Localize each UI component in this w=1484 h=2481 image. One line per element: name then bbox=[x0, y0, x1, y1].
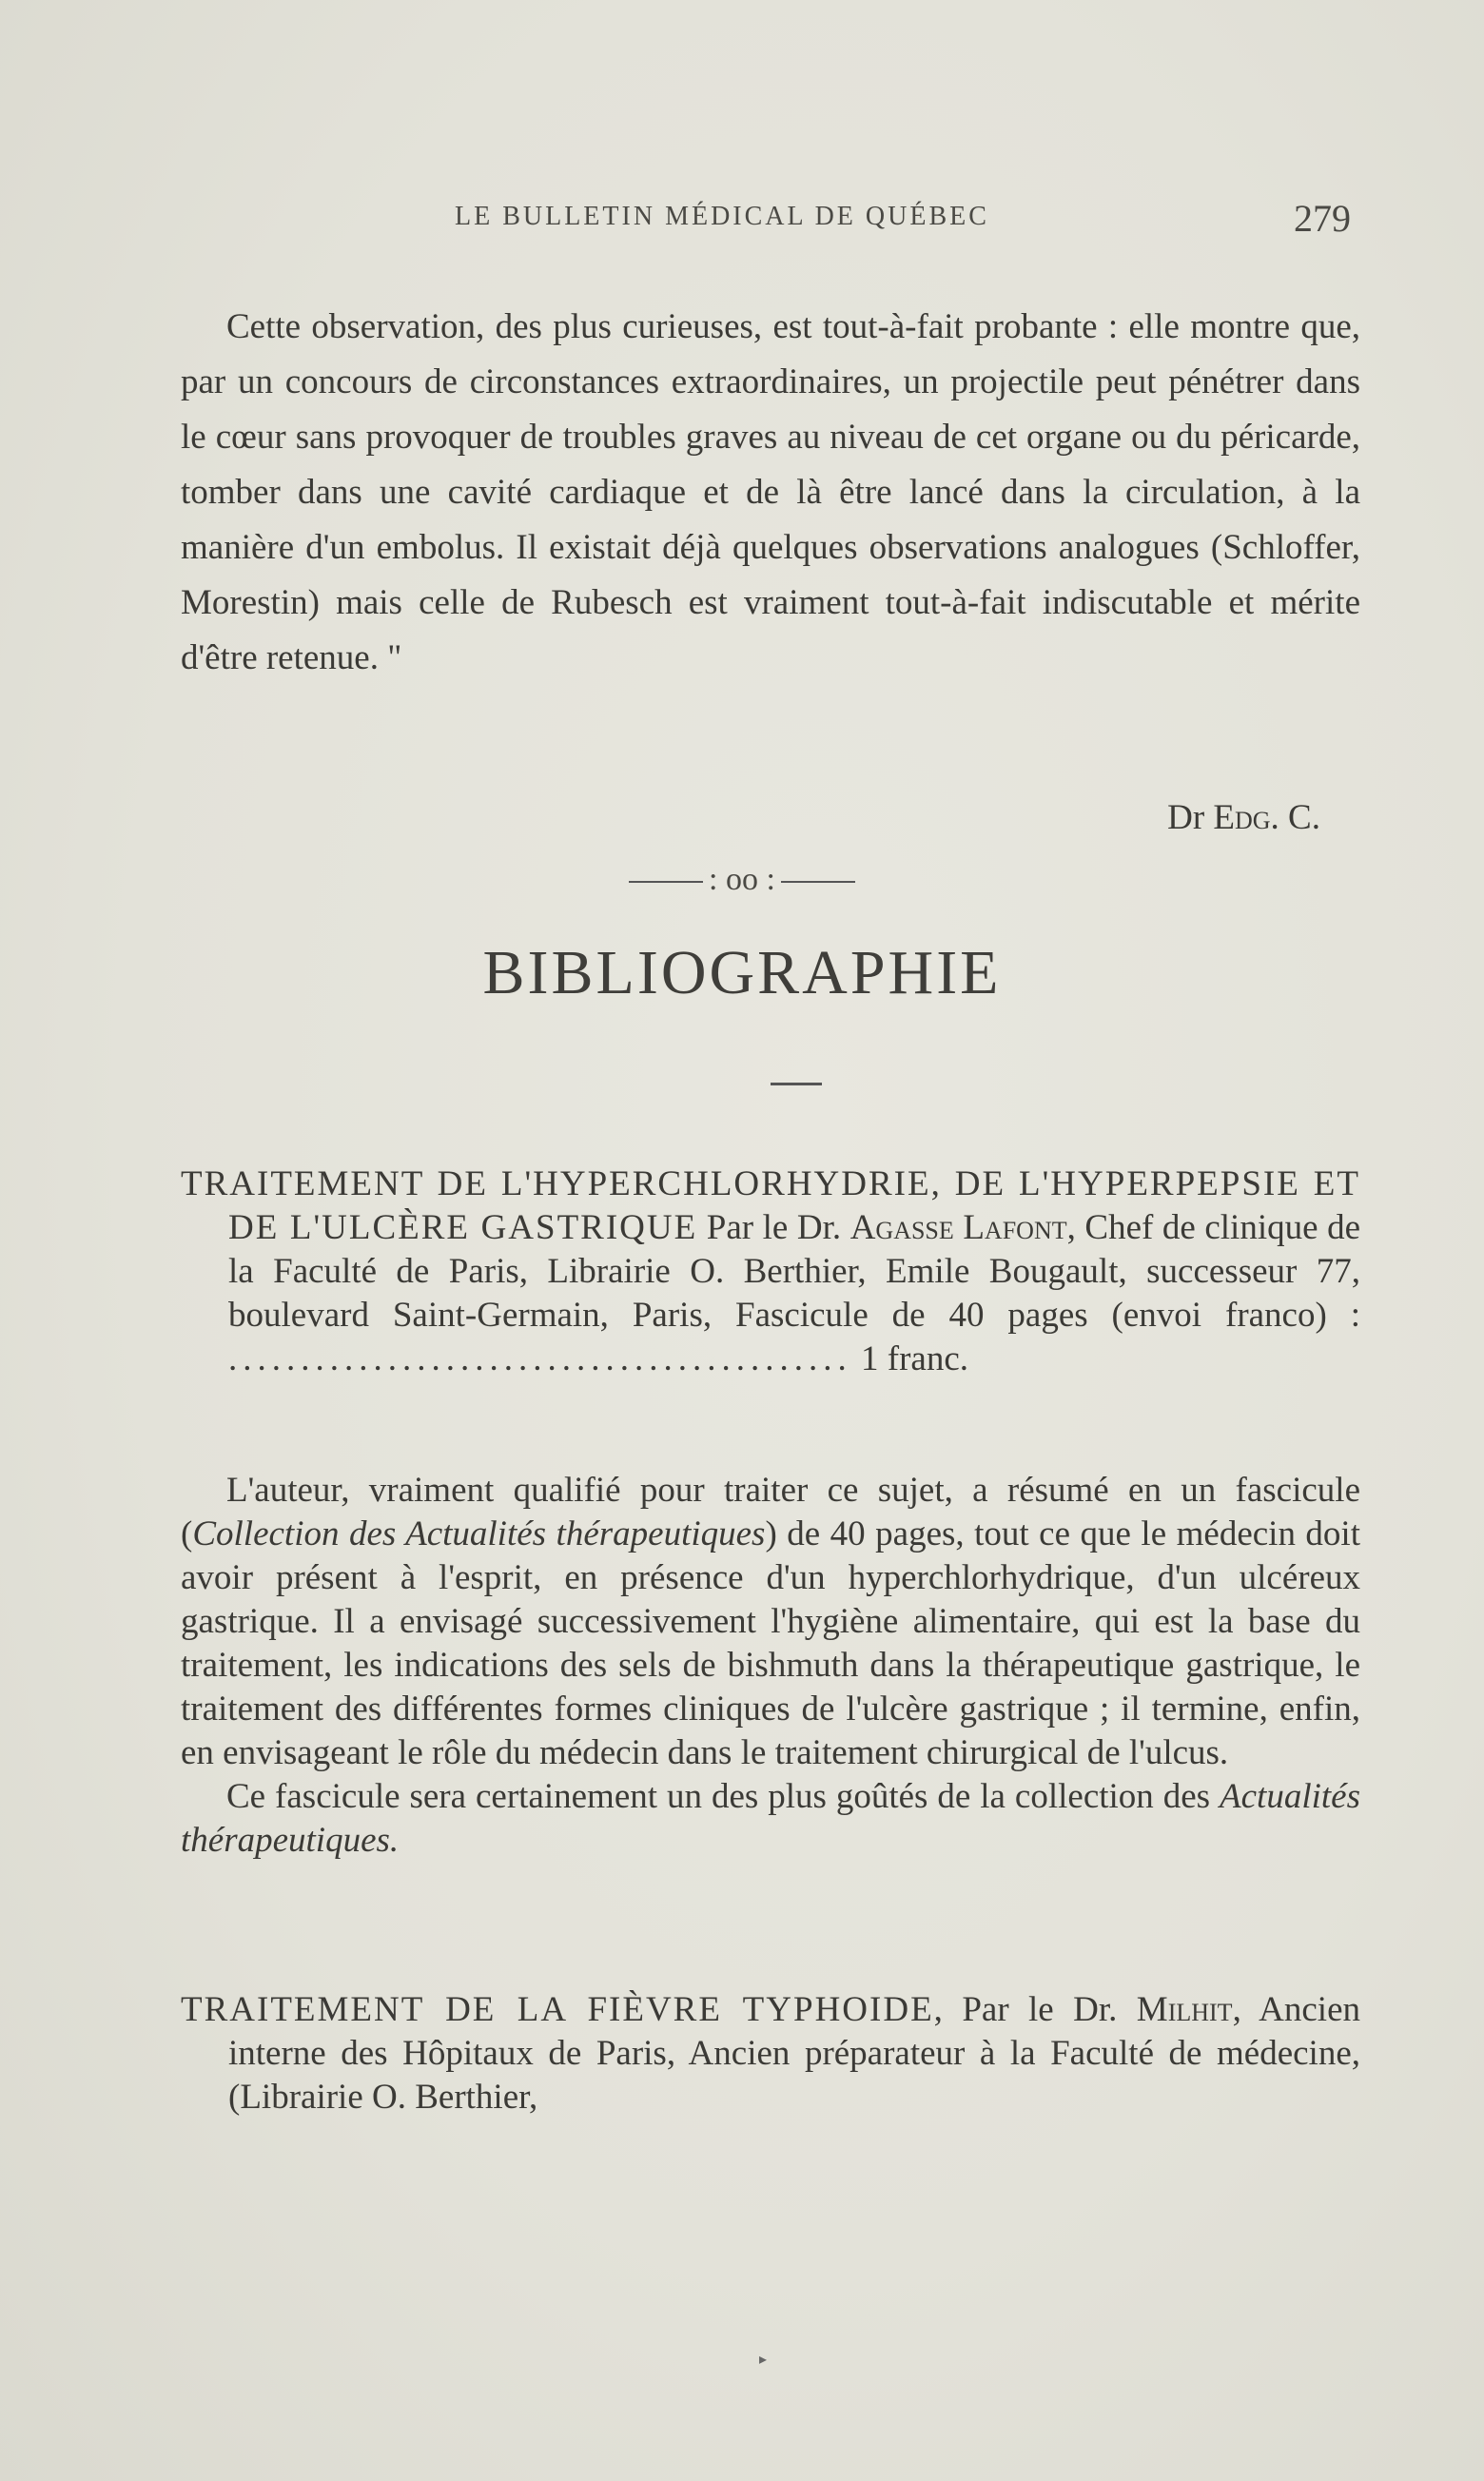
entry-details: , Chef de clinique de la Faculté de Paris, Librairie O. Berthier, Emile Bougault, successeur 77, boulevard Saint-Germain, Paris, Fascicule de 40 pages (envoi franco) : bbox=[228, 1208, 1360, 1335]
bibliography-entry bbox=[181, 1162, 1360, 1381]
section-title: BIBLIOGRAPHIE bbox=[482, 938, 1002, 1007]
observation-block bbox=[181, 300, 1360, 686]
section-separator bbox=[0, 862, 1484, 898]
signature bbox=[1167, 797, 1320, 838]
separator-ornament: : oo : bbox=[709, 862, 775, 897]
collection-title: Collection des Actualités thérapeutiques bbox=[192, 1514, 766, 1553]
separator-rule-left bbox=[629, 881, 703, 883]
review-text: L'auteur, vraiment qualifié pour traiter ce sujet, a résumé en un fascicule ( bbox=[181, 1471, 1360, 1553]
entry-price: 1 franc. bbox=[861, 1339, 968, 1378]
page-number: 279 bbox=[1294, 197, 1351, 240]
review-paragraph bbox=[181, 1469, 1360, 1775]
entry-by: Par le Dr. bbox=[706, 1208, 842, 1247]
entry-author: Agasse Lafont bbox=[849, 1208, 1067, 1247]
entry-author: Milhit bbox=[1136, 1990, 1233, 2029]
review-block bbox=[181, 1469, 1360, 1863]
collection-title: Actualités thérapeutiques. bbox=[181, 1777, 1360, 1860]
observation-paragraph: Cette observation, des plus curieuses, est tout-à-fait probante : elle montre que, par un concours de circonstances extraordinaires, un projectile peut pénétrer dans le cœur sans provoquer de troubles graves au niveau de cet organe ou du péricarde, tomber dans une cavité cardiaque et de là être lancé dans la circulation, à la manière d'un embolus. Il existait déjà quelques observations analogues (Schloffer, Morestin) mais celle de Rubesch est vraiment tout-à-fait indiscutable et mérite d'être retenue. " bbox=[181, 307, 1360, 677]
entry-details: , Ancien interne des Hôpitaux de Paris, Ancien préparateur à la Faculté de médecine, (Librairie O. Berthier, bbox=[228, 1990, 1361, 2117]
page-header bbox=[0, 197, 1484, 249]
entry-title: TRAITEMENT DE LA FIÈVRE TYPHOIDE bbox=[181, 1990, 934, 2029]
signature-prefix: Dr bbox=[1167, 798, 1205, 837]
bibliography-entry bbox=[181, 1988, 1360, 2120]
review-text: Ce fascicule sera certainement un des plus goûtés de la collection des bbox=[226, 1777, 1220, 1816]
dot-leader: ........................................... bbox=[228, 1339, 852, 1378]
entry-title: TRAITEMENT DE L'HYPERCHLORHYDRIE, DE L'HYPERPEPSIE ET DE L'ULCÈRE GASTRIQUE bbox=[181, 1164, 1360, 1247]
running-title: LE BULLETIN MÉDICAL DE QUÉBEC bbox=[455, 202, 989, 231]
entry-by: , Par le Dr. bbox=[933, 1990, 1118, 2029]
review-text: ) de 40 pages, tout ce que le médecin doit avoir présent à l'esprit, en présence d'un hyperchlorhydrique, d'un ulcéreux gastrique. Il a envisagé successivement l'hygiène alimentaire, qui est la base du traitement, les indications des sels de bishmuth dans la thérapeutique gastrique, le traitement des différentes formes cliniques de l'ulcère gastrique ; il termine, enfin, en envisageant le rôle du médecin dans le traitement chirurgical de l'ulcus. bbox=[181, 1514, 1360, 1772]
review-paragraph bbox=[181, 1775, 1360, 1863]
title-underline-rule bbox=[771, 1083, 822, 1085]
separator-rule-right bbox=[781, 881, 855, 883]
page-speck-mark: ▸ bbox=[759, 2352, 768, 2368]
signature-name: Edg. C. bbox=[1213, 798, 1320, 837]
